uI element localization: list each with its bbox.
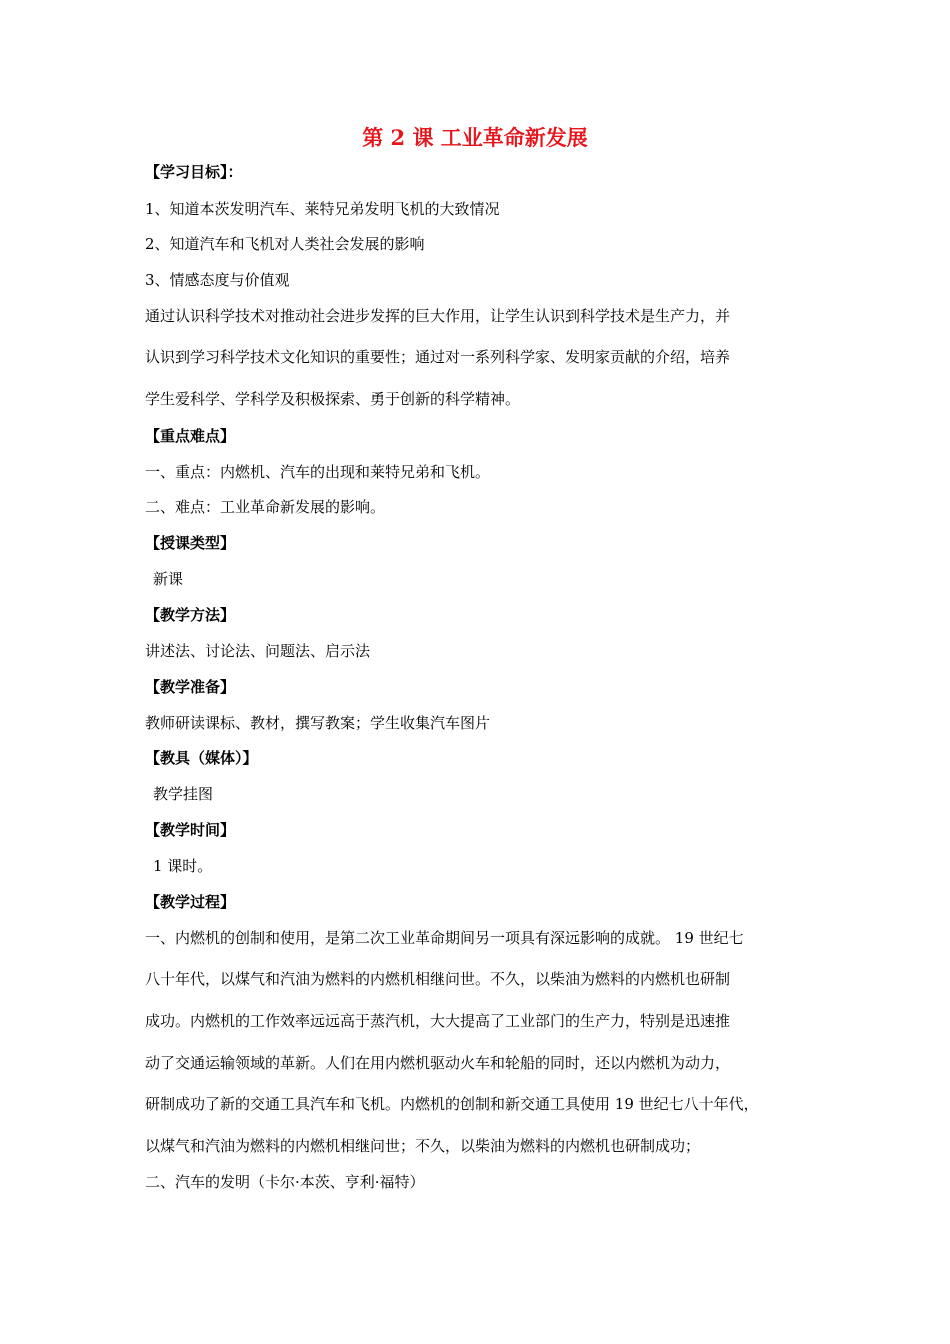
objective-item-3: 3、情感态度与价值观 bbox=[145, 271, 290, 289]
time-text: 1 课时。 bbox=[153, 857, 213, 875]
process-item-2: 二、汽车的发明（卡尔·本茨、亨利·福特） bbox=[145, 1173, 425, 1191]
lesson-type-heading: 【授课类型】 bbox=[145, 534, 236, 552]
preparation-heading: 【教学准备】 bbox=[145, 678, 236, 696]
objective-item-2: 2、知道汽车和飞机对人类社会发展的影响 bbox=[145, 235, 425, 253]
objectives-paragraph-line-2: 认识到学习科学技术文化知识的重要性；通过对一系列科学家、发明家贡献的介绍，培养 bbox=[145, 348, 731, 366]
process-paragraph-line-3: 成功。内燃机的工作效率远远高于蒸汽机，大大提高了工业部门的生产力，特别是迅速推 bbox=[145, 1012, 731, 1030]
media-text: 教学挂图 bbox=[153, 785, 214, 803]
time-heading: 【教学时间】 bbox=[145, 821, 236, 839]
process-paragraph-line-6: 以煤气和汽油为燃料的内燃机相继问世；不久，以柴油为燃料的内燃机也研制成功； bbox=[145, 1137, 701, 1155]
process-paragraph-line-4: 动了交通运输领域的革新。人们在用内燃机驱动火车和轮船的同时，还以内燃机为动力， bbox=[145, 1054, 731, 1072]
lesson-type-text: 新课 bbox=[153, 570, 184, 588]
process-paragraph-line-1: 一、内燃机的创制和使用，是第二次工业革命期间另一项具有深远影响的成就。 19 世纪七 bbox=[145, 929, 744, 947]
process-heading: 【教学过程】 bbox=[145, 893, 236, 911]
process-paragraph-line-2: 八十年代，以煤气和汽油为燃料的内燃机相继问世。不久，以柴油为燃料的内燃机也研制 bbox=[145, 970, 731, 988]
key-point-item-1: 一、重点：内燃机、汽车的出现和莱特兄弟和飞机。 bbox=[145, 463, 491, 481]
objectives-paragraph-line-3: 学生爱科学、学科学及积极探索、勇于创新的科学精神。 bbox=[145, 390, 521, 408]
objective-item-1: 1、知道本茨发明汽车、莱特兄弟发明飞机的大致情况 bbox=[145, 200, 500, 218]
methods-text: 讲述法、讨论法、问题法、启示法 bbox=[145, 642, 371, 660]
methods-heading: 【教学方法】 bbox=[145, 606, 236, 624]
preparation-text: 教师研读课标、教材，撰写教案；学生收集汽车图片 bbox=[145, 714, 491, 732]
process-paragraph-line-5: 研制成功了新的交通工具汽车和飞机。内燃机的创制和新交通工具使用 19 世纪七八十年代， bbox=[145, 1095, 759, 1113]
page-title: 第 2 课 工业革命新发展 bbox=[362, 125, 588, 150]
key-points-heading: 【重点难点】 bbox=[145, 427, 236, 445]
key-point-item-2: 二、难点：工业革命新发展的影响。 bbox=[145, 498, 386, 516]
media-heading: 【教具（媒体）】 bbox=[145, 749, 258, 767]
objectives-heading: 【学习目标】： bbox=[145, 163, 243, 181]
objectives-paragraph-line-1: 通过认识科学技术对推动社会进步发挥的巨大作用，让学生认识到科学技术是生产力，并 bbox=[145, 307, 731, 325]
